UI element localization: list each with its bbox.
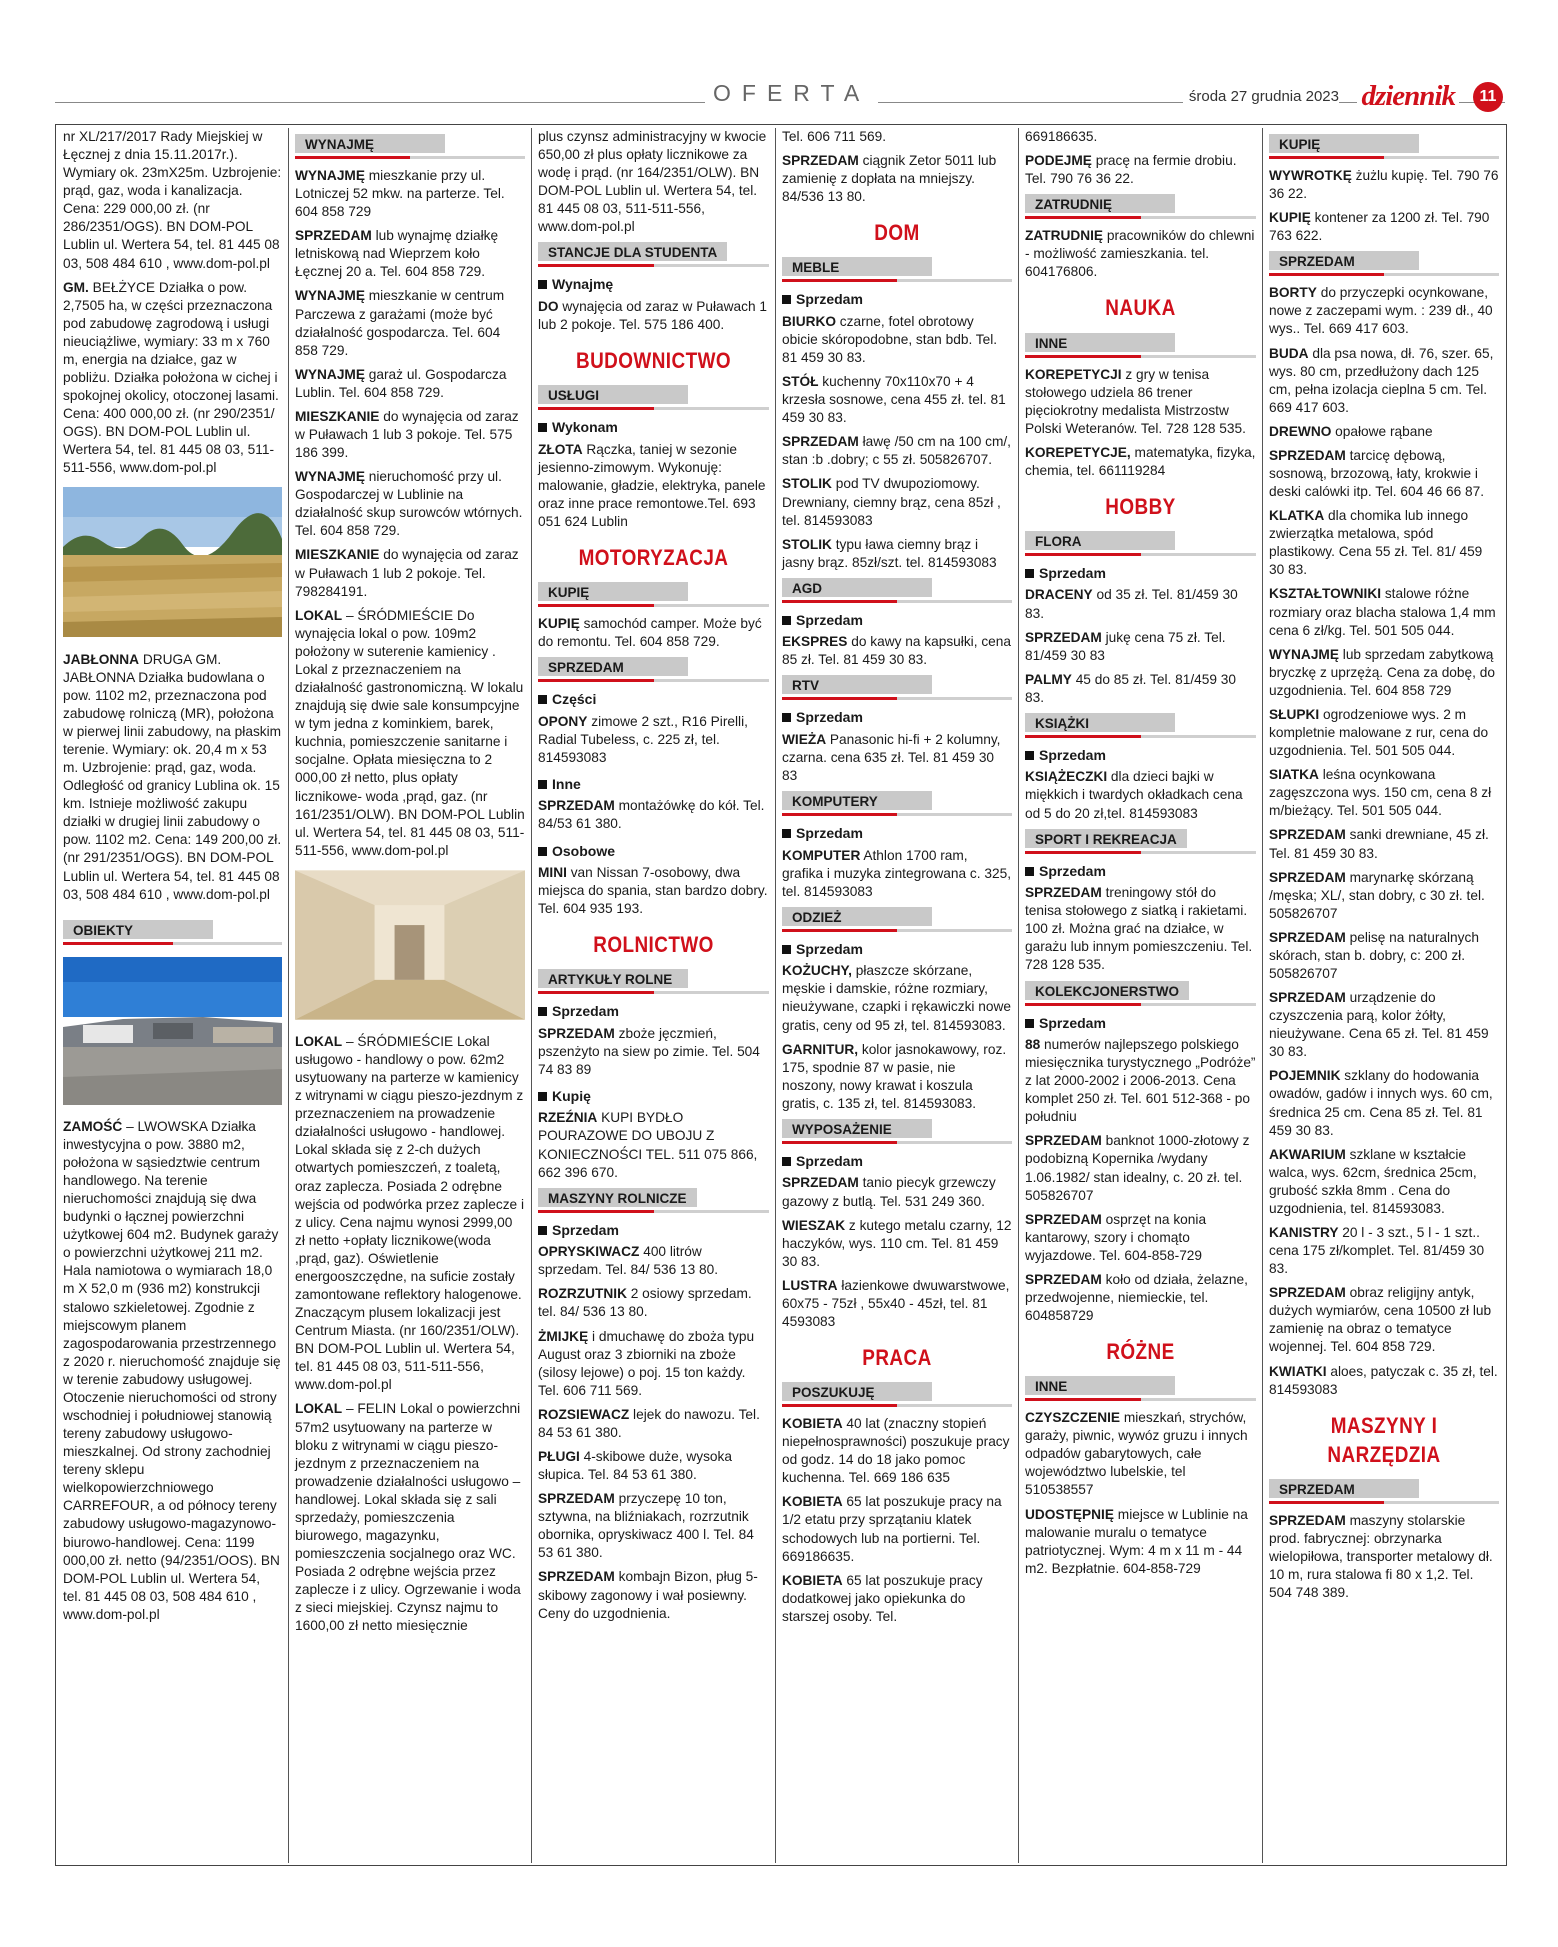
category-uslugi: USŁUGI bbox=[538, 385, 769, 410]
category-meble: MEBLE bbox=[782, 257, 1012, 282]
listing: DO wynajęcia od zaraz w Puławach 1 lub 2 pokoje. Tel. 575 186 400. bbox=[538, 298, 767, 333]
listing: SPRZEDAM ciągnik Zetor 5011 lub zamienię z dopłata na mniejszy. 84/536 13 80. bbox=[782, 153, 997, 205]
subcategory: Sprzedam bbox=[1025, 746, 1256, 764]
column-6 bbox=[1262, 128, 1505, 1863]
category-sprzedam: SPRZEDAM bbox=[1269, 1479, 1499, 1504]
subcategory: Sprzedam bbox=[782, 1152, 1012, 1170]
subcategory: Sprzedam bbox=[782, 290, 1012, 308]
listing: SPRZEDAM zboże jęczmień, pszenżyto na siew po zimie. Tel. 504 74 83 89 bbox=[538, 1025, 760, 1077]
subcategory: Sprzedam bbox=[1025, 564, 1256, 582]
listing: nr XL/217/2017 Rady Miejskiej w Łęcznej z dnia 15.11.2017r.). Wymiary ok. 23mX25m. Uzbrojenie: prąd, gaz, woda i kanalizacja. Cena: 229 000,00 zł. (nr 286/2351/OGS). BN DOM-POL Lublin ul. Wertera 54, tel. 81 445 08 03, 508 484 610 , www.dom-pol.pl bbox=[63, 129, 282, 271]
listing: KOBIETA 65 lat poszukuje pracy dodatkowej jako opiekunka do starszej osoby. Tel. bbox=[782, 1572, 983, 1624]
newspaper-logo: dziennik bbox=[1357, 80, 1459, 113]
category-wyposazenie: WYPOSAŻENIE bbox=[782, 1119, 1012, 1144]
listing: CZYSZCZENIE mieszkań, strychów, garaży, piwnic, wywóz gruzu i innych odpadów gabarytowych, całe województwo lubelskie, tel 510538557 bbox=[1025, 1410, 1248, 1498]
listing: BORTY do przyczepki ocynkowane, nowe z zaczepami wym. : 239 dł., 40 wys.. Tel. 669 417 603. bbox=[1269, 285, 1493, 337]
category-odziez: ODZIEŻ bbox=[782, 907, 1012, 932]
listing: WYNAJMĘ mieszkanie w centrum Parczewa z garażami (może być działalność gospodarcza. Tel. 604 858 729. bbox=[295, 288, 505, 358]
listing: ROZSIEWACZ lejek do nawozu. Tel. 84 53 61 380. bbox=[538, 1406, 760, 1440]
issue-date: środa 27 grudnia 2023 bbox=[1183, 88, 1339, 105]
section-dom: DOM bbox=[874, 220, 920, 246]
listing: ZAMOŚĆ – LWOWSKA Działka inwestycyjna o pow. 3880 m2, położona w sąsiedztwie centrum handlowego. Na terenie nieruchomości znajdują się dwa budynki o łącznej powierzchni użytkowej 604 m2. Budynek garaży o powierzchni użytkowej 211 m2. Hala namiotowa o wymiarach 18,0 m X 52,0 m (936 m2) konstrukcji stalowo szkieletowej. Zgodnie z miejscowym planem zagospodarowania przestrzennego z 2020 r. nieruchomość znajduje się w terenie zabudowy usługowej. Otoczenie nieruchomości od strony wschodniej i południowej stanowią tereny zabudowy usługowo-mieszkalnej. Od strony zachodniej tereny sklepu wielkopowierzchniowego CARREFOUR, a od północy tereny zabudowy usługowo-magazynowo-biurowo-handlowej. Cena: 1199 000,00 zł. netto (94/2351/OOS). BN DOM-POL Lublin ul. Wertera 54, tel. 81 445 08 03, 508 484 610 , www.dom-pol.pl bbox=[63, 1118, 281, 1622]
category-maszyny-rolnicze: MASZYNY ROLNICZE bbox=[538, 1188, 769, 1213]
listing: WIEŻA Panasonic hi-fi + 2 kolumny, czarna. cena 635 zł. Tel. 81 459 30 83 bbox=[782, 731, 1001, 784]
category-agd: AGD bbox=[782, 578, 1012, 603]
page-number: 11 bbox=[1473, 82, 1503, 112]
listing: WYNAJMĘ lub sprzedam zabytkową bryczkę z uprzężą. Cena za dobę, do uzgodnienia. Tel. 604 858 729 bbox=[1269, 646, 1495, 698]
listing: GM. BEŁŻYCE Działka o pow. 2,7505 ha, w części przeznaczona pod zabudowę zagrodową i usługi nieuciążliwe, wymiary: 33 m x 760 m, energia na działce, gaz w pobliżu. Działka położona w cichej i spokojnej okolicy, otoczonej lasami. Cena: 400 000,00 zł. (nr 290/2351/ OGS). BN DOM-POL Lublin ul. Wertera 54, tel. 81 445 08 03, 511-511-556, www.dom-pol.pl bbox=[63, 279, 279, 476]
listing: PŁUGI 4-skibowe duże, wysoka słupica. Tel. 84 53 61 380. bbox=[538, 1448, 732, 1483]
listing: 88 numerów najlepszego polskiego miesięcznika turystycznego „Podróże” z lat 2000-2002 i 2006-2013. Cena komplet 250 zł. Tel. 601 512-368 - po południu bbox=[1025, 1036, 1256, 1125]
listing: JABŁONNA DRUGA GM. JABŁONNA Działka budowlana o pow. 1102 m2, przeznaczona pod zabudowę rolniczą (MR), położona w pierwej linii zabudowy, na płaskim terenie. Wymiary: ok. 20,4 m x 53 m. Uzbrojenie: prąd, gaz, woda. Odległość od granicy Lublina ok. 15 km. Istnieje możliwość zakupu działki w drugiej linii zabudowy o pow. 1102 m2. Cena: 149 200,00 zł. (nr 291/2351/OGS). BN DOM-POL Lublin ul. Wertera 54, tel. 81 445 08 03, 508 484 610 , www.dom-pol.pl bbox=[63, 651, 282, 902]
listing: SPRZEDAM obraz religijny antyk, dużych wymiarów, cena 10500 zł lub zamienię na obraz o tematyce wojennej. Tel. 604 858 729. bbox=[1269, 1285, 1492, 1355]
listing: KANISTRY 20 l - 3 szt., 5 l - 1 szt.. cena 175 zł/komplet. Tel. 81/459 30 83. bbox=[1269, 1224, 1485, 1277]
listing: SPRZEDAM koło od działa, żelazne, przedwojenne, niemieckie, tel. 604858729 bbox=[1025, 1271, 1248, 1324]
listing: KOREPETYCJI z gry w tenisa stołowego udziela 86 trener pięciokrotny medalista Mistrzostw Polski Weteranów. Tel. 728 128 535. bbox=[1025, 366, 1246, 436]
listing: ZATRUDNIĘ pracowników do chlewni - możliwość zamieszkania. tel. 604176806. bbox=[1025, 228, 1255, 280]
listing: WIESZAK z kutego metalu czarny, 12 haczyków, wys. 110 cm. Tel. 81 459 30 83. bbox=[782, 1217, 1012, 1269]
listing: KUPIĘ samochód camper. Może być do remontu. Tel. 604 858 729. bbox=[538, 616, 762, 650]
listing: LOKAL – ŚRÓDMIEŚCIE Lokal usługowo - handlowy o pow. 62m2 usytuowany na parterze w kamienicy z witrynami w ciągu pieszo-jezdnym z przeznaczeniem na prowadzenie działalności usługowo - handlowej. Lokal składa się z 2-ch dużych otwartych pomieszczeń, z toaletą, oraz zaplecza. Posiada 2 odrębne wejścia od podwórka przez zaplecze i z ulicy. Cena najmu wynosi 2999,00 zł netto +opłaty licznikowe(woda ,prąd, gaz). Oświetlenie energooszczędne, na suficie zostały zamontowane reflektory halogenowe. Znaczącym plusem lokalizacji jest Centrum Miasta. (nr 160/2351/OLW). BN DOM-POL Lublin ul. Wertera 54, tel. 81 445 08 03, 511-511-556, www.dom-pol.pl bbox=[295, 1033, 524, 1393]
column-5 bbox=[1018, 128, 1262, 1863]
subcategory: Sprzedam bbox=[1025, 862, 1256, 880]
listing: KOMPUTER Athlon 1700 ram, grafika i muzyka zintegrowana c. 325, tel. 814593083 bbox=[782, 847, 1011, 899]
subcategory: Kupię bbox=[538, 1087, 769, 1105]
listing: SPRZEDAM maszyny stolarskie prod. fabrycznej: obrzynarka wielopiłowa, transporter metalowy dł. 10 m, rura stalowa fi 80 x 1,2. Tel. 504 748 389. bbox=[1269, 1512, 1493, 1601]
listing: plus czynsz administracyjny w kwocie 650,00 zł plus opłaty licznikowe za wodę i prąd. (nr 164/2351/OLW). BN DOM-POL Lublin ul. Wertera 54, tel. 81 445 08 03, 511-511-556, www.dom-pol.pl bbox=[538, 129, 767, 235]
category-sprzedam: SPRZEDAM bbox=[538, 657, 769, 682]
listing: KSIĄŻECZKI dla dzieci bajki w miękkich i twardych okładkach cena od 5 do 20 zł,tel. 814593083 bbox=[1025, 769, 1243, 821]
listing: DRACENY od 35 zł. Tel. 81/459 30 83. bbox=[1025, 587, 1238, 621]
category-rtv: RTV bbox=[782, 675, 1012, 700]
property-photo bbox=[63, 957, 282, 1105]
listing: SPRZEDAM tanio piecyk grzewczy gazowy z butlą. Tel. 531 249 360. bbox=[782, 1175, 996, 1209]
category-komputery: KOMPUTERY bbox=[782, 791, 1012, 816]
listing: OPONY zimowe 2 szt., R16 Pirelli, Radial Tubeless, c. 225 zł, tel. 814593083 bbox=[538, 713, 748, 765]
section-budownictwo: BUDOWNICTWO bbox=[575, 348, 732, 374]
listing: WYNAJMĘ mieszkanie przy ul. Lotniczej 52 mkw. na parterze. Tel. 604 858 729 bbox=[295, 168, 505, 220]
page-header bbox=[55, 78, 1505, 116]
listing: WYWROTKĘ żużlu kupię. Tel. 790 76 36 22. bbox=[1269, 168, 1499, 202]
listing: SPRZEDAM montażówkę do kół. Tel. 84/53 61 380. bbox=[538, 798, 765, 832]
subcategory: Sprzedam bbox=[782, 940, 1012, 958]
listing: KOREPETYCJE, matematyka, fizyka, chemia, tel. 661119284 bbox=[1025, 444, 1256, 478]
subcategory: Sprzedam bbox=[782, 611, 1012, 629]
section-praca: PRACA bbox=[862, 1345, 932, 1371]
listing: SPRZEDAM ławę /50 cm na 100 cm/, stan :b .dobry; c 55 zł. 505826707. bbox=[782, 434, 1011, 468]
subcategory: Osobowe bbox=[538, 842, 769, 860]
listing: GARNITUR, kolor jasnokawowy, roz. 175, spodnie 87 w pasie, nie noszony, nowy krawat i koszula gratis, c. 135 zł, tel. 814593083. bbox=[782, 1041, 1007, 1111]
listing: EKSPRES do kawy na kapsułki, cena 85 zł. Tel. 81 459 30 83. bbox=[782, 634, 1012, 668]
listing: SPRZEDAM marynarkę skórzaną /męska; XL/, stan dobry, c 30 zł. tel. 505826707 bbox=[1269, 869, 1485, 921]
listing: KOBIETA 40 lat (znaczny stopień niepełnosprawności) poszukuje pracy od godz. 14 do 18 jako pomoc kuchenna. Tel. 669 186 635 bbox=[782, 1416, 1010, 1486]
listing: SPRZEDAM osprzęt na konia kantarowy, szory i chomąto wyjazdowe. Tel. 604-858-729 bbox=[1025, 1211, 1207, 1263]
category-flora: FLORA bbox=[1025, 531, 1256, 556]
listing: UDOSTĘPNIĘ miejsce w Lublinie na malowanie muralu o tematyce patriotycznej. Wym: 4 m x 11 m - 44 m2. Bezpłatnie. 604-858-729 bbox=[1025, 1506, 1248, 1576]
subcategory: Części bbox=[538, 690, 769, 708]
subcategory: Sprzedam bbox=[538, 1221, 769, 1239]
field-photo bbox=[63, 487, 282, 637]
listing: LUSTRA łazienkowe dwuwarstwowe, 60x75 - 75zł , 55x40 - 45zł, tel. 81 4593083 bbox=[782, 1277, 1010, 1329]
section-motoryzacja: MOTORYZACJA bbox=[578, 544, 729, 570]
subcategory: Sprzedam bbox=[782, 824, 1012, 842]
listing: SPRZEDAM lub wynajmę działkę letniskową nad Wieprzem koło Łęcznej 20 a. Tel. 604 858 729. bbox=[295, 228, 499, 280]
listing: ROZRZUTNIK 2 osiowy sprzedam. tel. 84/ 536 13 80. bbox=[538, 1286, 752, 1320]
listing: STOLIK pod TV dwupoziomowy. Drewniany, ciemny brąz, cena 85zł , tel. 814593083 bbox=[782, 476, 1001, 528]
listing: KUPIĘ kontener za 1200 zł. Tel. 790 763 622. bbox=[1269, 210, 1490, 244]
listing: STÓŁ kuchenny 70x110x70 + 4 krzesła sosnowe, cena 455 zł. tel. 81 459 30 83. bbox=[782, 374, 1006, 426]
listing: MIESZKANIE do wynajęcia od zaraz w Puławach 1 lub 2 pokoje. Tel. 798284191. bbox=[295, 547, 519, 599]
listing: SPRZEDAM sanki drewniane, 45 zł. Tel. 81 459 30 83. bbox=[1269, 827, 1489, 861]
listing: MINI van Nissan 7-osobowy, dwa miejsca do spania, stan bardzo dobry. Tel. 604 935 193. bbox=[538, 864, 768, 917]
column-2 bbox=[288, 128, 531, 1863]
listing: KLATKA dla chomika lub innego zwierzątka metalowa, spód plastikowy. Cena 55 zł. Tel. 81/ 459 30 83. bbox=[1269, 508, 1483, 578]
listing: SPRZEDAM treningowy stół do tenisa stołowego z siatką i rakietami. 100 zł. Można grać na działce, w garażu lub innym pomieszczeniu. Tel. 728 128 535. bbox=[1025, 885, 1253, 973]
column-1 bbox=[57, 128, 288, 1863]
listing: SIATKA leśna ocynkowana zagęszczona wys. 150 cm, cena 8 zł m/bieżący. Tel. 501 505 044. bbox=[1269, 767, 1492, 819]
listing: KOŻUCHY, płaszcze skórzane, męskie i damskie, różne rozmiary, nieużywane, czapki i rękawiczki nowe gratis, ceny od 95 zł, tel. 814593083. bbox=[782, 963, 1011, 1033]
category-sprzedam: SPRZEDAM bbox=[1269, 251, 1499, 276]
listing: LOKAL – ŚRÓDMIEŚCIE Do wynajęcia lokal o pow. 109m2 położony w suterenie kamienicy . Lokal z przeznaczeniem na działalność gastronomiczną. W lokalu znajdują się dwie sale konsumpcyjne w tym jedna z kominkiem, barek, kuchnia, pomieszczenie sanitarne i socjalne. Opłata miesięczna to 2 000,00 zł netto, plus opłaty licznikowe- woda ,prąd, gaz. (nr 161/2351/OLW). BN DOM-POL Lublin ul. Wertera 54, tel. 81 445 08 03, 511-511-556, www.dom-pol.pl bbox=[295, 607, 525, 858]
section-rolnictwo: ROLNICTWO bbox=[593, 932, 714, 958]
listing: STOLIK typu ława ciemny brąz i jasny brąz. 85zł/szt. tel. 814593083 bbox=[782, 536, 997, 570]
category-obiekty: OBIEKTY bbox=[63, 920, 282, 945]
section-nauka: NAUKA bbox=[1105, 295, 1176, 321]
section-rozne: RÓŻNE bbox=[1106, 1339, 1175, 1365]
category-inne: INNE bbox=[1025, 333, 1256, 358]
listing: BUDA dla psa nowa, dł. 76, szer. 65, wys. 80 cm, przedłużony dach 125 cm, pełna izolacja cieplna 5 cm. Tel. 669 417 603. bbox=[1269, 345, 1494, 415]
column-4 bbox=[775, 128, 1018, 1863]
category-sport: SPORT I REKREACJA bbox=[1025, 829, 1256, 854]
category-zatrudnie: ZATRUDNIĘ bbox=[1025, 194, 1256, 219]
listing: ŻMIJKĘ i dmuchawę do zboża typu August oraz 3 zbiorniki na zboże (silosy lejowe) o poj. 15 ton każdy. Tel. 606 711 569. bbox=[538, 1328, 755, 1398]
subcategory: Sprzedam bbox=[538, 1002, 769, 1020]
subcategory: Wykonam bbox=[538, 418, 769, 436]
interior-photo bbox=[295, 870, 525, 1020]
listing: DREWNO opałowe rąbane bbox=[1269, 423, 1433, 439]
column-3 bbox=[531, 128, 775, 1863]
category-poszukuje: POSZUKUJĘ bbox=[782, 1382, 1012, 1407]
category-wynajme: WYNAJMĘ bbox=[295, 134, 525, 159]
listing: ZŁOTA Rączka, taniej w sezonie jesienno-zimowym. Wykonuję: malowanie, gładzie, elektryka, panele oraz inne prace remontowe.Tel. 693 051 624 Lublin bbox=[538, 441, 766, 529]
listing: SPRZEDAM jukę cena 75 zł. Tel. 81/459 30 83 bbox=[1025, 629, 1226, 663]
listing: WYNAJMĘ garaż ul. Gospodarcza Lublin. Tel. 604 858 729. bbox=[295, 366, 507, 400]
subcategory: Sprzedam bbox=[1025, 1014, 1256, 1032]
category-ksiazki: KSIĄŻKI bbox=[1025, 713, 1256, 738]
category-kupie: KUPIĘ bbox=[538, 582, 769, 607]
subcategory: Sprzedam bbox=[782, 708, 1012, 726]
listing: SPRZEDAM przyczepę 10 ton, sztywna, na bliźniakach, rozrzutnik obornika, opryskiwacz 400 l. Tel. 84 53 61 380. bbox=[538, 1491, 754, 1561]
category-kolekcjonerstwo: KOLEKCJONERSTWO bbox=[1025, 981, 1256, 1006]
section-hobby: HOBBY bbox=[1105, 493, 1176, 519]
listing: SŁUPKI ogrodzeniowe wys. 2 m kompletnie malowane z rur, cena do uzgodnienia. Tel. 501 505 044. bbox=[1269, 706, 1489, 759]
listing: SPRZEDAM pelisę na naturalnych skórach, stan b. dobry, c: 200 zł. 505826707 bbox=[1269, 929, 1479, 981]
listing: Tel. 606 711 569. bbox=[782, 129, 887, 144]
listing: SPRZEDAM tarcicę dębową, sosnową, brzozową, łaty, krokwie i deski calówki itp. Tel. 604 46 66 87. bbox=[1269, 447, 1485, 500]
listing: KOBIETA 65 lat poszukuje pracy na 1/2 etatu przy sprzątaniu klatek schodowych lub na portierni. Tel. 669186635. bbox=[782, 1494, 1002, 1564]
section-title: OFERTA bbox=[705, 80, 878, 107]
subcategory: Wynajmę bbox=[538, 275, 769, 293]
category-stancje: STANCJE DLA STUDENTA bbox=[538, 242, 769, 267]
listing: PALMY 45 do 85 zł. Tel. 81/459 30 83. bbox=[1025, 671, 1237, 705]
listing: OPRYSKIWACZ 400 litrów sprzedam. Tel. 84/ 536 13 80. bbox=[538, 1244, 719, 1278]
section-maszyny-narzedzia: MASZYNY I NARZĘDZIA bbox=[1327, 1412, 1441, 1467]
listing: PODEJMĘ pracę na fermie drobiu. Tel. 790 76 36 22. bbox=[1025, 153, 1237, 187]
listing: RZEŹNIA KUPI BYDŁO POURAZOWE DO UBOJU Z KONIECZNOŚCI TEL. 511 075 866, 662 396 670. bbox=[538, 1110, 758, 1180]
listing: SPRZEDAM kombajn Bizon, pług 5-skibowy zagonowy i wał posiewny. Ceny do uzgodnienia. bbox=[538, 1569, 758, 1621]
listing: KWIATKI aloes, patyczak c. 35 zł, tel. 814593083 bbox=[1269, 1363, 1498, 1397]
category-artykuly-rolne: ARTYKUŁY ROLNE bbox=[538, 969, 769, 994]
category-inne: INNE bbox=[1025, 1376, 1256, 1401]
listing: 669186635. bbox=[1025, 129, 1098, 144]
listing: POJEMNIK szklany do hodowania owadów, gadów i innych wys. 60 cm, średnica 25 cm. Cena 85 zł. Tel. 81 459 30 83. bbox=[1269, 1068, 1493, 1138]
listing: SPRZEDAM urządzenie do czyszczenia parą, kolor żółty, nieużywane. Cena 65 zł. Tel. 81 459 30 83. bbox=[1269, 990, 1489, 1060]
listing: KSZTAŁTOWNIKI stalowe różne rozmiary oraz blacha stalowa 1,4 mm cena 6 zł/kg. Tel. 501 505 044. bbox=[1269, 586, 1496, 638]
category-kupie: KUPIĘ bbox=[1269, 134, 1499, 159]
listing: AKWARIUM szklane w kształcie walca, wys. 62cm, średnica 25cm, grubość szkła 8mm . Cena do uzgodnienia, tel. 814593083. bbox=[1269, 1146, 1477, 1216]
listing: LOKAL – FELIN Lokal o powierzchni 57m2 usytuowany na parterze w bloku z witrynami w ciągu pieszo-jezdnym z przeznaczeniem na prowadzenie działalności usługowo – handlowej. Lokal składa się z sali sprzedaży, pomieszczenia biurowego, magazynku, pomieszczenia socjalnego oraz WC. Posiada 2 odrębne wejścia przez zaplecze i z ulicy. Ogrzewanie i woda z sieci miejskiej. Czynsz najmu to 1600,00 zł netto miesięcznie bbox=[295, 1401, 521, 1634]
subcategory: Inne bbox=[538, 775, 769, 793]
listing: BIURKO czarne, fotel obrotowy obicie skóropodobne, stan bdb. Tel. 81 459 30 83. bbox=[782, 313, 998, 365]
listing: WYNAJMĘ nieruchomość przy ul. Gospodarczej w Lublinie na działalność skup surowców wtórnych. Tel. 604 858 729. bbox=[295, 469, 523, 539]
listing: MIESZKANIE do wynajęcia od zaraz w Puławach 1 lub 3 pokoje. Tel. 575 186 399. bbox=[295, 408, 519, 461]
listing: SPRZEDAM banknot 1000-złotowy z podobizną Kopernika /wydany 1.06.1982/ stan idealny, c. 20 zł. tel. 505826707 bbox=[1025, 1133, 1250, 1203]
